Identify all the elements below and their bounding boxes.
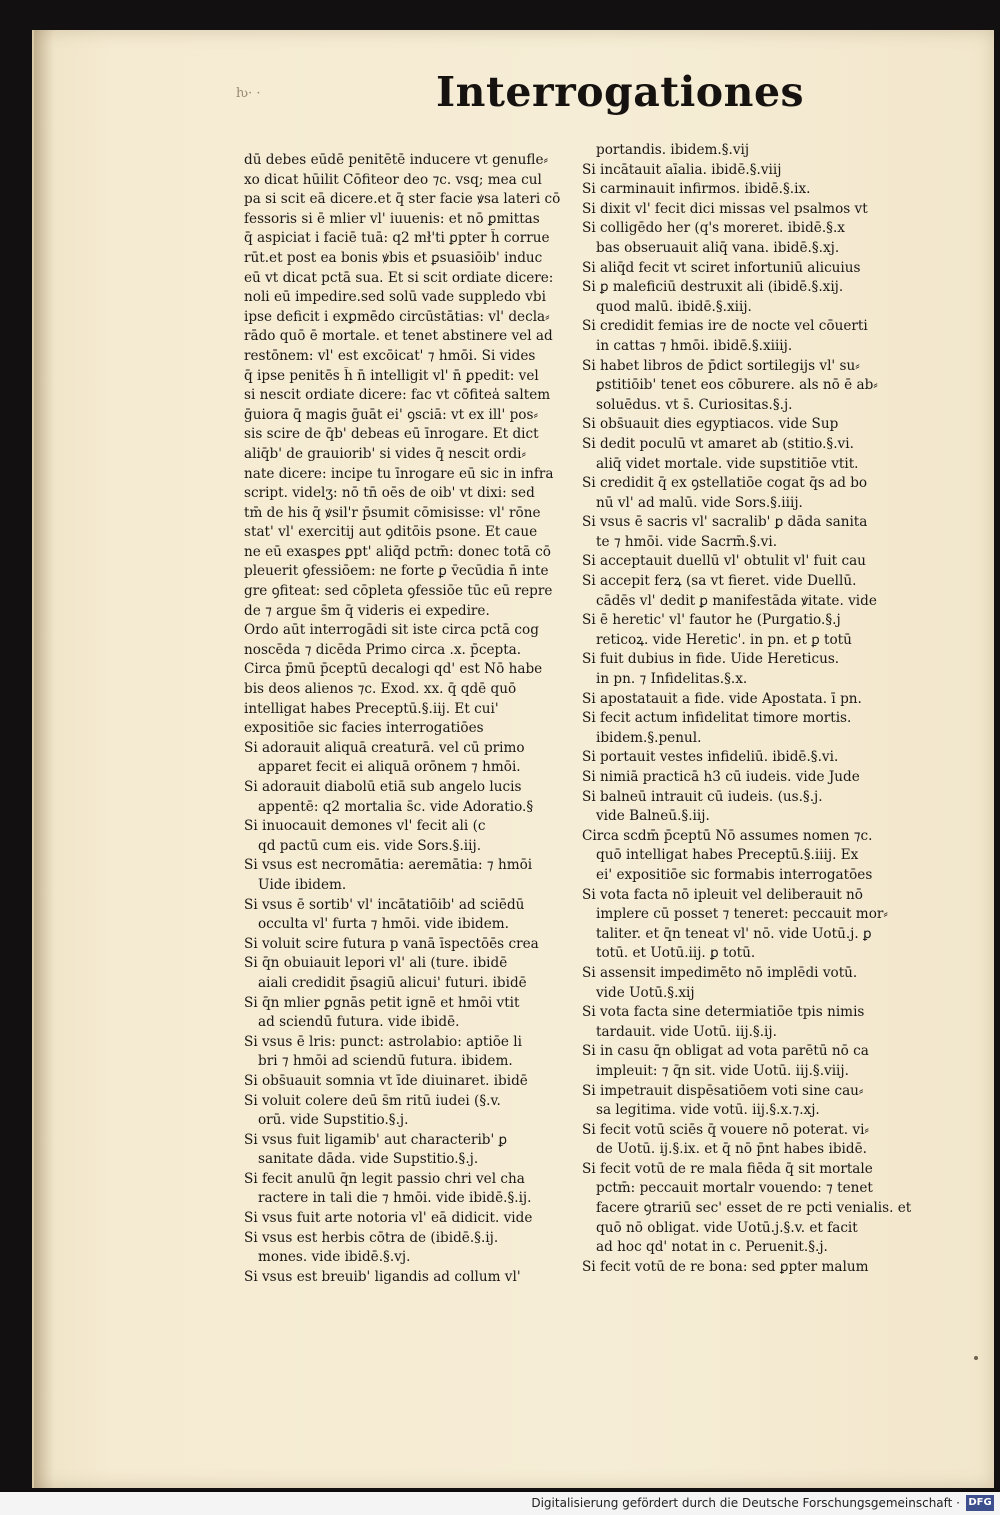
text-line: Si dedit poculū vt amaret ab (stitio.§.vi. — [582, 435, 854, 452]
text-line: expositiōe sic facies interrogatiōes — [244, 720, 484, 737]
text-line: Si fecit votū de re mala fiēda q̄ sit mortale — [582, 1160, 873, 1177]
text-line: Si obs̄uauit dies egyptiacos. vide Sup — [582, 416, 839, 433]
text-line: Si vsus fuit arte notoria vl' eā didicit. vide — [244, 1210, 533, 1227]
text-line: Si adorauit diabolū etiā sub angelo lucis — [244, 779, 522, 795]
text-line: Si fecit actum infidelitat timore mortis. — [582, 710, 852, 727]
text-line: pa si scit eā dicere.et q̄ ster facie ꝟsa lateri cō — [244, 191, 561, 208]
text-line: bri ⁊ hmōi ad sciendū futura. ibidem. — [258, 1053, 513, 1070]
text-line: totū. et Uotū.iij. ꝑ totū. — [596, 945, 756, 962]
text-line: Si q̄n obuiauit lepori vl' ali (ture. ibidē — [244, 955, 508, 972]
text-line: Si balneū intrauit cū iudeis. (us.§.j. — [582, 788, 823, 805]
text-line: occulta vl' furta ⁊ hmōi. vide ibidem. — [258, 916, 510, 933]
text-line: ne eū exasꝑes ꝑpt' aliq̄d pctm̄: donec totā cō — [244, 543, 551, 560]
text-line: ibidem.§.penul. — [596, 729, 702, 746]
text-line: cādēs vl' dedit ꝑ manifestāda ꝟitate. vide — [596, 592, 877, 609]
text-line: bis deos alienos ⁊c. Exod. xx. q̄ qdē quō — [244, 681, 517, 698]
text-line: in cattas ⁊ hmōi. ibidē.§.xiiij. — [596, 337, 793, 354]
text-line: tardauit. vide Uotū. iij.§.ij. — [596, 1023, 777, 1040]
text-line: Circa p̄mū p̄ceptū decalogi qd' est Nō habe — [244, 661, 543, 678]
text-line: tm̄ de his q̄ ꝟsil'r p̄sumit cōmisisse: vl' rōne — [244, 504, 541, 521]
text-line: bas obseruauit aliq̄ vana. ibidē.§.xj. — [596, 239, 840, 256]
text-line: facere ꝯtrariū sec' esset de re pcti venialis. et — [596, 1200, 912, 1217]
text-line: noli eū impedire.sed solū vade suppledo vbi — [244, 289, 546, 306]
text-line: Si portauit vestes infideliū. ibidē.§.vi. — [582, 749, 839, 766]
left-text-column — [244, 151, 574, 1287]
text-line: vide Balneū.§.iij. — [596, 808, 710, 825]
text-line: mones. vide ibidē.§.vj. — [258, 1249, 411, 1266]
text-line: orū. vide Supstitio.§.j. — [258, 1112, 409, 1129]
text-line: sa legitima. vide votū. iij.§.x.⁊.xj. — [596, 1102, 820, 1119]
text-line: de ⁊ argue s̄m q̄ videris ei expedire. — [244, 602, 490, 619]
text-line: dū debes eūdē penitētē inducere vt genufle⸗ — [244, 152, 549, 168]
text-line: Si vsus ē lris: punct: astrolabio: aptiōe li — [244, 1033, 522, 1050]
text-line: quō nō obligat. vide Uotū.j.§.v. et facit — [596, 1219, 858, 1236]
text-line: ḡuiora q̄ magis ḡuāt ei' ꝯsciā: vt ex ill' pos⸗ — [244, 406, 538, 423]
running-head: Interrogationes — [436, 68, 805, 116]
text-line: Si credidit femias ire de nocte vel cōuerti — [582, 318, 868, 335]
text-line: ractere in tali die ⁊ hmōi. vide ibidē.§.ij. — [258, 1190, 532, 1207]
text-line: Si habet libros de p̄dict sortilegijs vl' su⸗ — [582, 357, 860, 374]
text-line: de Uotū. ij.§.ix. et q̄ nō p̄nt habes ibidē. — [596, 1141, 867, 1158]
text-line: vide Uotū.§.xij — [596, 984, 695, 1001]
text-line: script. videlʒ: nō tn̄ oēs de oib' vt dixi: sed — [244, 485, 535, 502]
text-line: aiali credidit p̄sagiū alicui' futuri. ibidē — [258, 974, 527, 991]
text-line: Si credidit q̄ ex ꝯstellatiōe cogat q̄s ad bo — [582, 475, 868, 492]
text-line: taliter. et q̄n teneat vl' nō. vide Uotū.j. ꝑ — [596, 925, 872, 942]
text-line: fessoris si ē mlier vl' iuuenis: et nō ꝑmittas — [244, 210, 540, 227]
text-line: aliq̄ videt mortale. vide supstitiōe vtit. — [596, 455, 859, 472]
text-line: rūt.et post ea bonis ꝟbis et ꝑsuasiōib' induc — [244, 249, 543, 266]
text-line: pleuerit ꝯfessiōem: ne forte ꝑ v̄ecūdia n̄ inte — [244, 563, 549, 580]
text-line: Circa scdm̄ p̄ceptū Nō assumes nomen ⁊c. — [582, 827, 873, 844]
text-line: Si q̄n mlier ꝑgnās petit ignē et hmōi vtit — [244, 994, 520, 1011]
text-line: Si carminauit infirmos. ibidē.§.ix. — [582, 181, 811, 198]
text-line: rādo quō ē mortale. et tenet abstinere vel ad — [244, 328, 553, 345]
text-line: in pn. ⁊ Infidelitas.§.x. — [596, 671, 748, 688]
text-line: aliq̄b' de grauiorib' si vides q̄ nescit ordi⸗ — [244, 445, 527, 462]
text-line: q̄ aspiciat i faciē tuā: q2 mł'ti ꝑpter h̄ corrue — [244, 230, 550, 247]
text-line: sanitate dāda. vide Supstitio.§.j. — [258, 1151, 479, 1168]
text-line: Si vsus fuit ligamib' aut characterib' ꝑ — [244, 1131, 508, 1148]
text-line: Si adorauit aliquā creaturā. vel cū primo — [244, 739, 525, 756]
text-line: Si voluit colere deū s̄m ritū iudei (§.v. — [244, 1092, 501, 1109]
text-line: Si in casu q̄n obligat ad vota parētū nō ca — [582, 1043, 869, 1060]
ink-spot — [974, 1356, 978, 1360]
text-line: Uide ibidem. — [258, 876, 347, 893]
text-line: Si vsus est breuib' ligandis ad collum vl' — [244, 1268, 521, 1285]
text-line: te ⁊ hmōi. vide Sacrm̄.§.vi. — [596, 533, 778, 550]
text-line: Si acceptauit duellū vl' obtulit vl' fuit cau — [582, 553, 866, 570]
text-line: impleuit: ⁊ q̄n sit. vide Uotū. iij.§.viij. — [596, 1062, 849, 1079]
text-line: intelligat habes Preceptū.§.iij. Et cui' — [244, 700, 499, 717]
text-line: nate dicere: incipe tu īnrogare eū sic in infra — [244, 465, 554, 482]
text-line: Si fuit dubius in fide. Uide Hereticus. — [582, 651, 840, 668]
text-line: noscēda ⁊ dicēda Primo circa .x. p̄cepta. — [244, 641, 522, 658]
text-line: xo dicat hūilit Cōfiteor deo ⁊c. vsq; mea cul — [244, 171, 542, 188]
text-line: Si ꝑ maleficiū destruxit ali (ibidē.§.xij. — [582, 279, 844, 296]
margin-marks: ƕ· · — [236, 86, 261, 101]
text-line: Si accepit ferꝝ (sa vt fieret. vide Duellū. — [582, 573, 857, 590]
text-line: Si vota facta sine determiatiōe tpis nimis — [582, 1004, 865, 1021]
text-line: Si vota facta nō ipleuit vel deliberauit nō — [582, 886, 863, 903]
text-line: portandis. ibidem.§.vij — [596, 142, 750, 158]
text-line: Si impetrauit dispēsatiōem voti sine cau⸗ — [582, 1082, 864, 1099]
text-line: Si fecit anulū q̄n legit passio chri vel cha — [244, 1170, 525, 1187]
text-line: Ordo aūt interrogādi sit iste circa pctā cog — [244, 622, 539, 639]
text-line: apparet fecit ei aliquā orōnem ⁊ hmōi. — [258, 759, 521, 776]
text-line: Si inuocauit demones vl' fecit ali (c — [244, 818, 486, 835]
text-line: Si colligēdo her (q's moreret. ibidē.§.x — [582, 220, 845, 237]
text-line: ipse deficit i exꝑmēdo circūstātias: vl' decla⸗ — [244, 308, 550, 325]
text-line: si nescit ordiate dicere: fac vt cōfitea̍ saltem — [244, 387, 551, 404]
text-line: Si nimiā practicā h3 cū iudeis. vide Jude — [582, 769, 860, 785]
footer-bar — [0, 1492, 1000, 1515]
text-line: implere cū posset ⁊ teneret: peccauit mor⸗ — [596, 906, 888, 923]
text-line: Si incātauit aīalia. ibidē.§.viij — [582, 161, 782, 178]
text-line: eū vt dicat pctā sua. Et si scit ordiate dicere: — [244, 269, 554, 286]
spine-shadow — [34, 30, 54, 1488]
text-line: Si fecit votū sciēs q̄ vouere nō poterat. vi⸗ — [582, 1121, 869, 1138]
text-line: gre ꝯfiteat: sed cōpleta ꝯfessiōe tūc eū repre — [244, 583, 553, 600]
footer-credit: Digitalisierung gefördert durch die Deutsche Forschungsgemeinschaft · — [531, 1496, 960, 1510]
text-line: Si vsus ē sortib' vl' incātatiōib' ad sciēdū — [244, 896, 525, 913]
text-line: restōnem: vl' est excōicat' ⁊ hmōi. Si vides — [244, 347, 536, 364]
text-line: ei' expositiōe sic formabis interrogatōes — [596, 866, 873, 883]
text-line: reticoꝝ. vide Heretic'. in pn. et ꝑ totū — [596, 631, 852, 648]
text-line: Si aliq̄d fecit vt sciret infortuniū alicuius — [582, 259, 861, 276]
text-line: nū vl' ad malū. vide Sors.§.iiij. — [596, 494, 803, 511]
text-line: quod malū. ibidē.§.xiij. — [596, 298, 752, 315]
text-line: Si assensit impedimēto nō implēdi votū. — [582, 964, 858, 981]
dfg-logo-icon: DFG — [966, 1495, 994, 1511]
text-line: appentē: q2 mortalia s̄c. vide Adoratio.§ — [258, 798, 534, 815]
text-line: Si vsus ē sacris vl' sacralib' ꝑ dāda sanita — [582, 514, 868, 531]
text-line: Si dixit vl' fecit dici missas vel psalmos vt — [582, 200, 868, 217]
text-line: Si fecit votū de re bona: sed ꝑpter malum — [582, 1258, 869, 1275]
text-line: ꝑstitiōib' tenet eos cōburere. als nō ē ab⸗ — [596, 377, 878, 394]
text-line: Si voluit scire futura p vanā īspectōēs crea — [244, 935, 539, 952]
text-line: pctm̄: peccauit mortalr vouendo: ⁊ tenet — [596, 1180, 873, 1197]
text-line: Si vsus est necromātia: aeremātia: ⁊ hmōi — [244, 857, 533, 874]
right-text-column — [582, 141, 934, 1277]
text-line: q̄ ipse penitēs h̄ n̄ intelligit vl' n̄ ꝑpedit: vel — [244, 367, 539, 384]
text-line: sis scire de q̄b' debeas eū īnrogare. Et dict — [244, 426, 539, 443]
text-line: Si vsus est herbis cōtra de (ibidē.§.ij. — [244, 1229, 499, 1246]
text-line: Si apostatauit a fide. vide Apostata. ī pn. — [582, 690, 862, 707]
text-line: soluēdus. vt s̄. Curiositas.§.j. — [596, 396, 793, 413]
text-line: ad hoc qd' notat in c. Peruenit.§.j. — [596, 1239, 828, 1256]
text-line: Si ē heretic' vl' fautor he (Purgatio.§.j — [582, 612, 841, 629]
text-line: Si obs̄uauit somnia vt īde diuinaret. ibidē — [244, 1072, 528, 1089]
text-line: ad sciendū futura. vide ibidē. — [258, 1014, 460, 1031]
text-line: qd pactū cum eis. vide Sors.§.iij. — [258, 837, 482, 854]
text-line: stat' vl' exercitij aut ꝯditōis psone. Et caue — [244, 524, 538, 541]
text-line: quō intelligat habes Preceptū.§.iiij. Ex — [596, 847, 859, 864]
